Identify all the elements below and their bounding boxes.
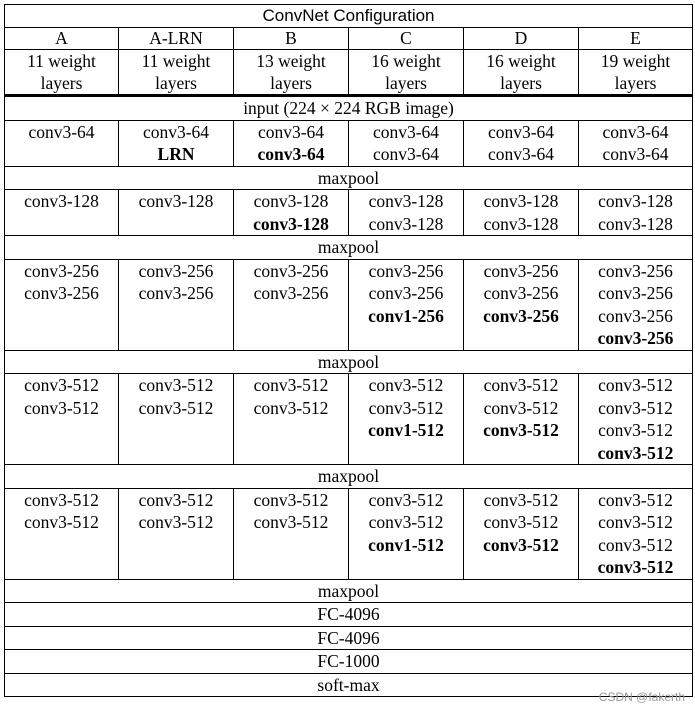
maxpool-row (5, 465, 693, 489)
depth-line: layers (270, 73, 312, 93)
layer-name: conv3-256 (597, 328, 674, 348)
layer-name: conv3-512 (368, 489, 444, 510)
column-name: A (5, 28, 119, 50)
tail-row (5, 603, 693, 627)
layer-name: conv3-512 (597, 442, 674, 463)
layer-name: conv3-512 (598, 512, 673, 532)
layer-cell (119, 120, 234, 166)
layer-name: conv3-512 (138, 512, 214, 532)
layer-name: conv3-128 (598, 191, 673, 211)
layer-name: LRN (157, 144, 195, 164)
depth-line: 19 weight (600, 51, 671, 71)
layer-cell (234, 488, 349, 579)
layer-cell (579, 259, 693, 350)
conv-block-row (5, 488, 693, 579)
layer-cell (5, 190, 119, 236)
depth-line: 11 weight (27, 51, 96, 71)
column-depth (119, 50, 234, 96)
table-title: ConvNet Configuration (5, 5, 693, 28)
watermark: CSDN @fakerth (598, 690, 685, 704)
column-name: E (579, 28, 693, 50)
column-depth-row (5, 50, 693, 96)
column-depth (349, 50, 464, 96)
layer-name: conv3-64 (257, 144, 325, 164)
layer-cell (119, 374, 234, 465)
maxpool-layer: maxpool (5, 465, 693, 489)
layer-cell (464, 190, 579, 236)
maxpool-row (5, 579, 693, 603)
layer-name: conv3-512 (483, 512, 559, 532)
column-depth (5, 50, 119, 96)
tail-row (5, 650, 693, 674)
layer-cell (349, 120, 464, 166)
layer-cell (579, 190, 693, 236)
layer-name: conv3-256 (138, 260, 214, 281)
layer-cell (464, 259, 579, 350)
layer-name: conv3-128 (138, 191, 214, 211)
layer-name: conv3-64 (142, 121, 210, 142)
maxpool-layer: maxpool (5, 579, 693, 603)
layer-cell (5, 259, 119, 350)
layer-cell (234, 120, 349, 166)
layer-name: conv3-512 (598, 397, 673, 418)
conv-block-row (5, 120, 693, 166)
layer-name: conv3-64 (372, 144, 440, 164)
layer-name: conv3-256 (483, 283, 559, 303)
layer-name: conv3-128 (368, 213, 444, 234)
depth-line: 16 weight (486, 51, 556, 71)
column-name: D (464, 28, 579, 50)
layer-name: conv3-64 (257, 121, 325, 142)
layer-name: conv3-64 (602, 144, 669, 164)
table-body (5, 5, 693, 697)
conv-block-row (5, 259, 693, 350)
layer-name: conv3-256 (483, 305, 559, 326)
layer-name: conv3-64 (602, 121, 669, 142)
layer-name: conv3-512 (138, 375, 214, 395)
tail-layer: FC-4096 (5, 626, 693, 650)
layer-cell (349, 190, 464, 236)
layer-name: conv3-512 (597, 557, 674, 577)
layer-name: conv3-512 (24, 397, 99, 418)
title-row (5, 5, 693, 28)
conv-block-row (5, 374, 693, 465)
layer-cell (464, 488, 579, 579)
layer-name: conv3-512 (598, 375, 673, 395)
tail-layer: FC-4096 (5, 603, 693, 627)
layer-name: conv1-512 (368, 534, 444, 555)
layer-name: conv3-256 (24, 283, 99, 303)
depth-line: layers (500, 73, 542, 93)
maxpool-layer: maxpool (5, 350, 693, 374)
depth-line: 16 weight (371, 51, 441, 71)
layer-cell (5, 374, 119, 465)
layer-cell (5, 488, 119, 579)
layer-cell (579, 488, 693, 579)
layer-cell (464, 120, 579, 166)
column-name: C (349, 28, 464, 50)
layer-cell (464, 374, 579, 465)
layer-name: conv3-128 (598, 213, 673, 234)
tail-layer: FC-1000 (5, 650, 693, 674)
layer-name: conv3-128 (253, 213, 329, 234)
layer-name: conv3-512 (253, 375, 329, 395)
layer-name: conv3-256 (598, 305, 673, 326)
conv-block-row (5, 190, 693, 236)
depth-line: layers (40, 73, 83, 93)
layer-cell (119, 259, 234, 350)
layer-cell (119, 488, 234, 579)
layer-name: conv3-512 (483, 534, 559, 555)
tail-row (5, 673, 693, 697)
layer-cell (234, 259, 349, 350)
layer-name: conv3-512 (483, 420, 559, 440)
maxpool-row (5, 350, 693, 374)
layer-name: conv3-512 (368, 375, 444, 395)
layer-name: conv3-512 (253, 489, 329, 510)
tail-layer: soft-max (5, 673, 693, 697)
layer-name: conv3-512 (598, 534, 673, 555)
layer-name: conv1-256 (368, 305, 444, 326)
layer-name: conv1-512 (368, 420, 444, 440)
column-depth (464, 50, 579, 96)
layer-cell (119, 190, 234, 236)
layer-name: conv3-512 (24, 512, 99, 532)
depth-line: layers (614, 73, 657, 93)
layer-name: conv3-256 (253, 283, 329, 303)
column-depth (579, 50, 693, 96)
layer-name: conv3-256 (24, 260, 99, 281)
depth-line: layers (385, 73, 427, 93)
maxpool-layer: maxpool (5, 166, 693, 190)
layer-cell (579, 374, 693, 465)
layer-name: conv3-256 (253, 260, 329, 281)
maxpool-row (5, 166, 693, 190)
layer-cell (349, 259, 464, 350)
layer-name: conv3-128 (253, 191, 329, 211)
layer-name: conv3-512 (483, 375, 559, 395)
layer-name: conv3-256 (598, 260, 673, 281)
layer-name: conv3-512 (598, 420, 673, 440)
layer-cell (5, 120, 119, 166)
layer-cell (349, 488, 464, 579)
layer-name: conv3-256 (598, 283, 673, 303)
layer-cell (234, 190, 349, 236)
maxpool-row (5, 236, 693, 260)
depth-line: 13 weight (256, 51, 326, 71)
input-row (5, 96, 693, 121)
maxpool-layer: maxpool (5, 236, 693, 260)
input-layer: input (224 × 224 RGB image) (5, 96, 693, 121)
layer-cell (234, 374, 349, 465)
depth-line: 11 weight (141, 51, 211, 71)
layer-name: conv3-64 (487, 144, 555, 164)
column-name: B (234, 28, 349, 50)
layer-name: conv3-256 (368, 283, 444, 303)
convnet-configuration-table (4, 4, 693, 697)
layer-name: conv3-64 (372, 121, 440, 142)
layer-name: conv3-512 (24, 375, 99, 395)
layer-name: conv3-128 (483, 191, 559, 211)
layer-name: conv3-256 (138, 283, 214, 303)
layer-name: conv3-512 (138, 397, 214, 418)
layer-cell (579, 120, 693, 166)
layer-name: conv3-512 (24, 489, 99, 510)
layer-name: conv3-512 (368, 397, 444, 418)
layer-cell (349, 374, 464, 465)
layer-name: conv3-64 (28, 121, 95, 142)
depth-line: layers (155, 73, 197, 93)
layer-name: conv3-512 (368, 512, 444, 532)
column-name: A-LRN (119, 28, 234, 50)
tail-row (5, 626, 693, 650)
layer-name: conv3-512 (253, 397, 329, 418)
layer-name: conv3-128 (24, 191, 99, 211)
layer-name: conv3-512 (598, 489, 673, 510)
layer-name: conv3-256 (483, 260, 559, 281)
column-depth (234, 50, 349, 96)
layer-name: conv3-256 (368, 260, 444, 281)
column-header-row (5, 28, 693, 50)
layer-name: conv3-64 (487, 121, 555, 142)
layer-name: conv3-512 (138, 489, 214, 510)
layer-name: conv3-128 (483, 213, 559, 234)
layer-name: conv3-512 (483, 397, 559, 418)
layer-name: conv3-128 (368, 191, 444, 211)
layer-name: conv3-512 (483, 489, 559, 510)
layer-name: conv3-512 (253, 512, 329, 532)
